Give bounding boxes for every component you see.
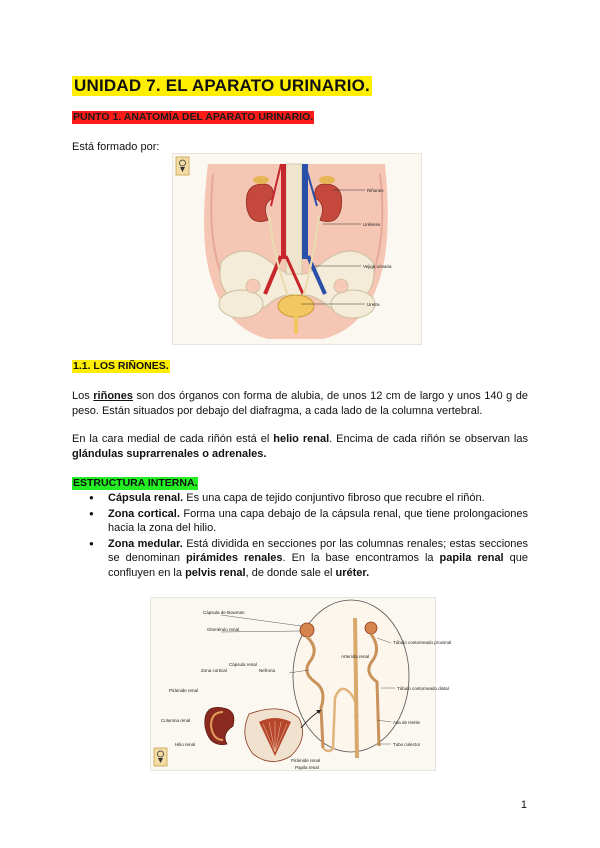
section-heading-estructura: ESTRUCTURA INTERNA.	[73, 477, 198, 489]
figure-urinary-system	[172, 153, 422, 345]
label-papila: Papila renal	[295, 765, 319, 770]
kidney-structure-illustration	[151, 598, 452, 770]
label-nefrona: Nefrona	[259, 668, 276, 673]
structure-list	[72, 491, 528, 581]
label-capsula-bowman: Cápsula de Bowman	[203, 610, 245, 615]
label-zona-cortical: Zona cortical	[201, 668, 227, 673]
page-number: 1	[520, 799, 527, 811]
label-hilio: Hilio renal	[175, 742, 196, 747]
section-heading-anatomia: PUNTO 1. ANATOMÍA DEL APARATO URINARIO.	[73, 111, 314, 123]
label-vejiga: Vejiga urinaria	[363, 264, 392, 269]
label-tubo-colector: Tubo colector	[393, 742, 421, 747]
p2-text-a: En la cara medial de cada riñón está el	[72, 433, 274, 445]
label-tubo-proximal: Túbulo contorneado proximal	[393, 640, 452, 645]
p1-text-a: Los	[72, 390, 94, 402]
figure-kidney-structure	[150, 597, 452, 771]
p1-bold-rinones: riñones	[93, 390, 133, 402]
label-uretra: Uretra	[367, 302, 380, 307]
label-asa-henle: Asa de Henle	[393, 720, 421, 725]
paragraph-rinones	[72, 389, 528, 419]
intro-text: Está formado por:	[72, 141, 160, 153]
label-glomerulo: Glomérulo renal	[207, 627, 240, 632]
label-tubo-distal: Túbulo contorneado distal	[397, 686, 449, 691]
label-columna: Columna renal	[161, 718, 191, 723]
label-piramide-zoom: Pirámide renal	[291, 758, 321, 763]
label-capsula-renal: Cápsula renal	[229, 662, 257, 667]
p1-text-c: son dos órganos con forma de alubia, de unos 12 cm de largo y unos 140 g de peso. Están situados por debajo del diafragma, a cada lado de la columna vertebral.	[72, 390, 528, 417]
page-title: UNIDAD 7. EL APARATO URINARIO.	[74, 76, 370, 95]
section-heading-rinones: 1.1. LOS RIÑONES.	[73, 360, 169, 372]
p2-text-c: . Encima de cada riñón se observan las	[329, 433, 528, 445]
label-piramide: Pirámide renal	[169, 688, 199, 693]
label-rinones: Riñones	[367, 188, 384, 193]
p2-bold-hilio: helio renal	[273, 433, 330, 445]
urinary-system-illustration	[173, 154, 421, 344]
paragraph-hilio	[72, 432, 528, 462]
list-item: ● Cápsula renal. Es una capa de tejido conjuntivo fibroso que recubre el riñón.	[72, 491, 528, 506]
list-item: ● Zona medular. Está dividida en secciones por las columnas renales; estas secciones se denominan pirámides renales. En la base encontramos la papila renal que confluyen en la pelvis renal, de donde sale el uréter.	[72, 537, 528, 581]
label-ureteres: Uréteres	[363, 222, 381, 227]
label-arteriola: Arteriola renal	[341, 654, 370, 659]
p2-bold-glandulas: glándulas suprarrenales o adrenales.	[72, 448, 267, 460]
list-item: ● Zona cortical. Forma una capa debajo de la cápsula renal, que tiene prolongaciones hacia la zona del hilio.	[72, 507, 528, 536]
